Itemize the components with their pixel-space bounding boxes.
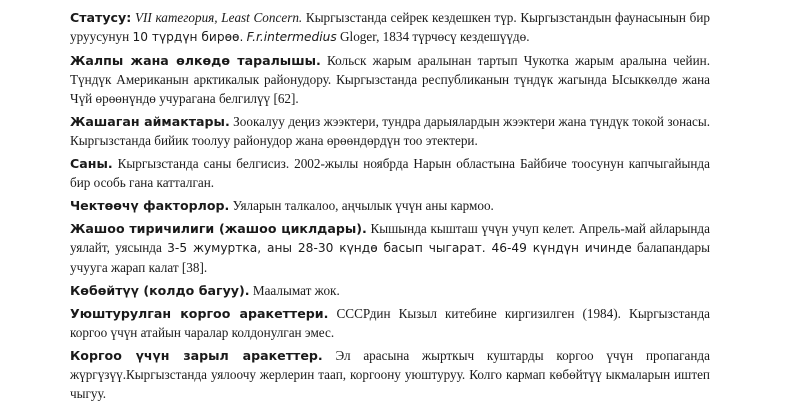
- section-text: СССРдин Кызыл китебине киргизилген (1984). Кыргызстанда коргоо үчүн атайын чаралар колдонулган эмес.: [70, 306, 711, 340]
- section-text-numbers: 3-5 жумуртка, аны 28-30 күндө басып чыгарат. 46-49 күндүн ичинде: [167, 241, 632, 255]
- section-text: Зоокалуу деңиз жээктери, тундра дарыялардын жээктери жана түндүк токой зонасы. Кыргызстанда бийик тоолуу районудор жана өрөөндөрдүн тоо этектери.: [70, 114, 710, 148]
- section-label: Уюштурулган коргоо аракеттери.: [70, 306, 329, 321]
- section-label: Коргоо үчүн зарыл аракеттер.: [70, 348, 323, 363]
- section-life-cycle: [70, 219, 710, 277]
- section-label: Көбөйтүү (колдо багуу).: [70, 283, 250, 298]
- section-text: Кыргызстанда саны белгисиз. 2002-жылы ноябрда Нарын областына Байбиче тоосунун капчыгайында бир особь гана катталган.: [70, 156, 710, 190]
- section-label: Жашоо тиричилиги (жашоо циклдары).: [70, 221, 367, 236]
- section-label: Жашаган аймактары.: [70, 114, 230, 129]
- section-text: Уяларын талкалоо, аңчылык үчүн аны кармоо.: [229, 198, 494, 213]
- section-population: [70, 154, 710, 192]
- section-text-count: 10 түрдүн бирөө.: [132, 30, 244, 44]
- section-text: Кольск жарым аралынан тартып Чукотка жарым аралына чейин. Түндүк Американын арктикалык районудору. Кыргызстанда республиканын түндүк жагында Ысыккөлдө жана Чүй өрөөнүндө учурагана белгилүү [62].: [70, 53, 711, 106]
- document-body: [70, 8, 710, 407]
- section-text: Маалымат жок.: [249, 283, 340, 298]
- section-text-tail: Gloger, 1834 түрчөсү кездешүүдө.: [336, 29, 530, 44]
- section-text: Кышында кышташ үчүн учуп келет. Апрель-май айларында уялайт, уясында: [70, 221, 710, 255]
- section-label: Чектөөчү факторлор.: [70, 198, 230, 213]
- section-limiting-factors: [70, 196, 710, 215]
- section-text-tail: балапандары учууга жарап калат [38].: [70, 240, 710, 275]
- section-protection-measures: [70, 304, 710, 342]
- section-label: Статусу:: [70, 10, 132, 25]
- section-required-actions: [70, 346, 710, 403]
- section-label: Саны.: [70, 156, 113, 171]
- section-habitat: [70, 112, 710, 150]
- section-text: Эл арасына жырткыч куштарды коргоо үчүн пропаганда жүргүзүү.Кыргызстанда уялоочу жерлерин таап, коргоону уюштуруу. Колго кармап көбөйтүү ыкмаларын иштеп чыгуу.: [70, 348, 710, 401]
- section-captive-breeding: [70, 281, 710, 300]
- section-distribution: [70, 51, 710, 108]
- section-text: Кыргызстанда сейрек кездешкен түр. Кыргызстандын фаунасынын бир уруусунун: [70, 10, 710, 44]
- status-category: VII категория, Least Concern.: [134, 10, 303, 25]
- species-name: F.r.intermedius: [246, 30, 337, 44]
- section-status: [70, 8, 710, 47]
- section-label: Жалпы жана өлкөдө таралышы.: [70, 53, 321, 68]
